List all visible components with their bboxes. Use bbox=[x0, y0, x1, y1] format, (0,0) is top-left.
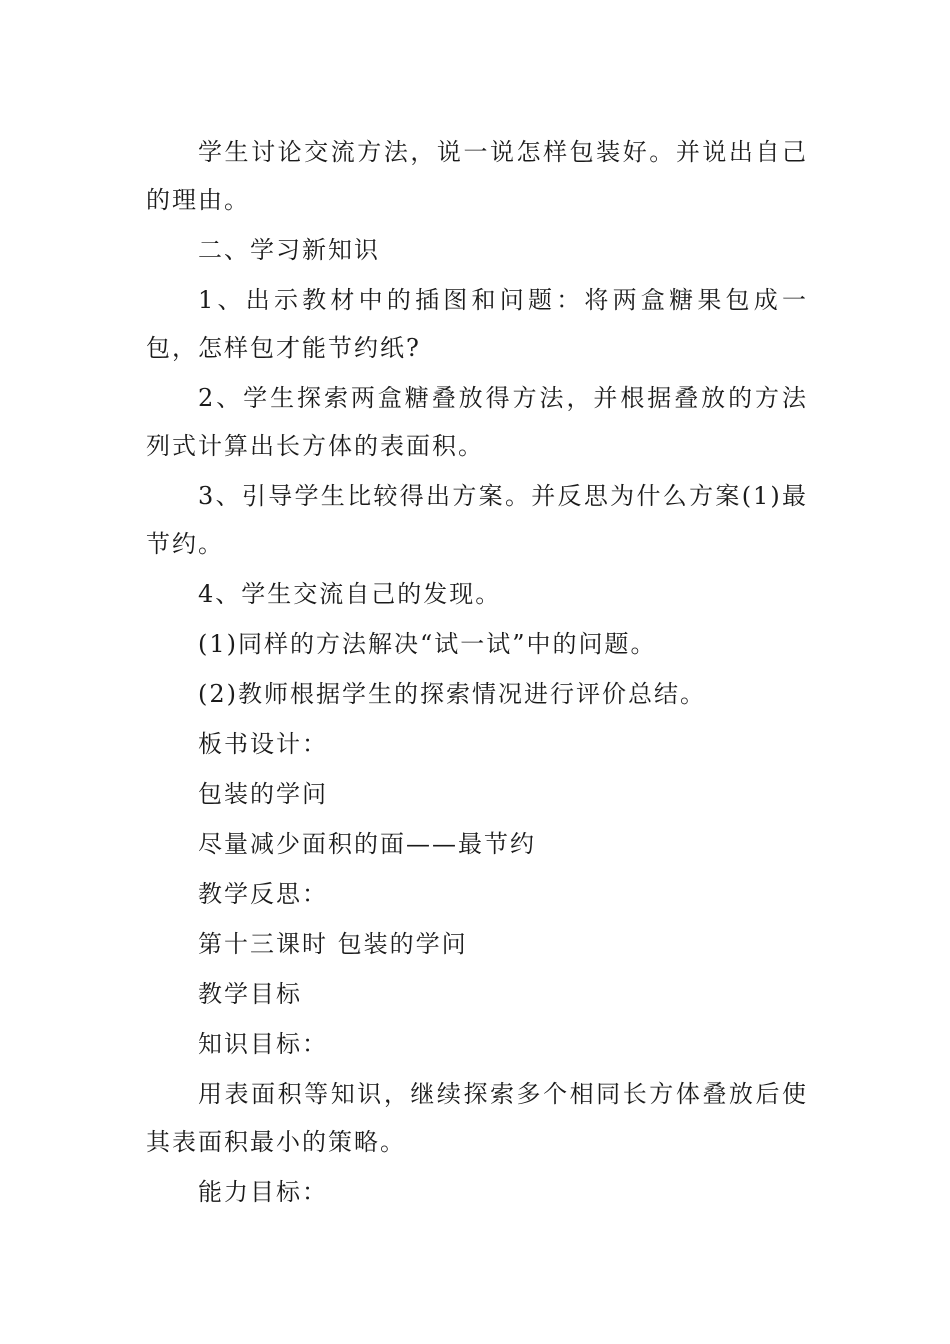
board-line-title: 包装的学问 bbox=[198, 780, 328, 808]
paragraph-step-4: 4、学生交流自己的发现。 bbox=[198, 580, 502, 608]
section-heading-new-knowledge: 二、学习新知识 bbox=[198, 236, 380, 264]
heading-lesson-13: 第十三课时 包装的学问 bbox=[198, 930, 468, 958]
heading-knowledge-goals: 知识目标： bbox=[198, 1030, 328, 1058]
paragraph-knowledge-goal: 用表面积等知识，继续探索多个相同长方体叠放后使其表面积最小的策略。 bbox=[146, 1080, 808, 1156]
heading-board-design: 板书设计： bbox=[198, 730, 328, 758]
board-line-principle: 尽量减少面积的面——最节约 bbox=[198, 830, 536, 858]
paragraph-step-3: 3、引导学生比较得出方案。并反思为什么方案(1)最节约。 bbox=[146, 482, 808, 558]
paragraph-sub-1: (1)同样的方法解决“试一试”中的问题。 bbox=[198, 630, 657, 658]
heading-teaching-goals: 教学目标 bbox=[198, 980, 302, 1008]
heading-ability-goals: 能力目标： bbox=[198, 1178, 328, 1206]
document-body bbox=[146, 128, 808, 1218]
paragraph-step-1: 1、出示教材中的插图和问题：将两盒糖果包成一包，怎样包才能节约纸? bbox=[146, 286, 808, 362]
paragraph-discussion: 学生讨论交流方法，说一说怎样包装好。并说出自己的理由。 bbox=[146, 138, 808, 214]
paragraph-sub-2: (2)教师根据学生的探索情况进行评价总结。 bbox=[198, 680, 706, 708]
heading-teaching-reflection: 教学反思： bbox=[198, 880, 328, 908]
paragraph-step-2: 2、学生探索两盒糖叠放得方法，并根据叠放的方法列式计算出长方体的表面积。 bbox=[146, 384, 808, 460]
